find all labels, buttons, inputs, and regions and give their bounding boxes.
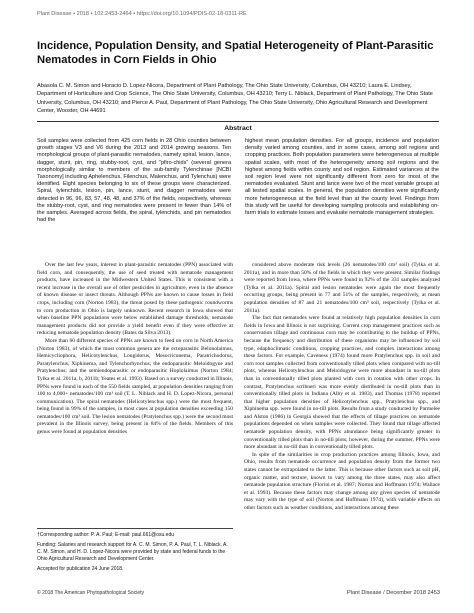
body-left-column — [37, 262, 233, 437]
funding-note: Funding: Salaries and research support for A. C. M. Simon, P. A. Paul, T. L. Niblack, A. C. M. Simon, and H. D. Lopez-Nicora were provided by state and federal funds to the Ohio Agricultural Research and Development Center. — [37, 542, 228, 562]
journal-header: Plant Disease • 2018 • 102:2453-2464 • https://doi.org/10.1094/PDIS-02-18-0311-RE — [37, 11, 247, 17]
abstract-right-column: highest mean population densities. For all groups, incidence and population density varied among counties, and in some cases, among soil regions and cropping practices. Both population parameters were heterogeneous at multiple spatial scales, with most of the heterogeneity among soil regions and the highest among fields within county and soil region. Estimated variances at the soil region level were not significantly different from zero for most of the nematodes evaluated. Stunt and lance were two of the most variable groups at all tested spatial scales. In general, the population densities were significantly more heterogeneous at the field level than at the county level. Findings from this study will be useful for developing sampling protocols and establishing on-farm trials to estimate losses and evaluate nematode management strategies. — [245, 138, 439, 217]
body-paragraph: In spite of the similarities in crop production practices among Illinois, Iowa, and Ohio, results from nematode occurrence and population density from the former two states cannot be extrapolated to the latter. This is because other factors such as soil pH, organic matter, and texture, known to vary among the three states, may also affect nematode population structure (Florini et al. 1987; Norton and Hoffmann 1974; Wallace et al. 1993). Because these factors may change among any given species of nematode may vary with the type of soil (Norton and Hoffmann 1974), with variable effects on other factors such as weather conditions, and interactions among these — [244, 451, 440, 511]
body-paragraph: considered above moderate risk levels (26 nematodes/100 cm³ soil) (Tylka et al. 2011a), and in more than 50% of the fields in which they were present. Similar findings were reported from Iowa, where PPNs were found in 92% of the 331 samples analyzed (Tylka et al. 2011a). Spiral and lesion nematodes were again the most frequently occurring groups, being present in 77 and 51% of the samples, respectively, at mean population densities of 87 and 21 nematodes/100 cm³ soil, respectively (Tylka et al. 2011a). — [244, 262, 440, 314]
abstract-section — [37, 121, 439, 256]
article-title: Incidence, Population Density, and Spatial Heterogeneity of Plant-Parasitic Nematodes in Corn Fields in Ohio — [37, 40, 434, 66]
body-paragraph: The fact that nematodes were found at relatively high population densities in corn fields in Iowa and Illinois is not surprising. Current crop management practices such as conservation tillage and continuous corn may be contributing to the buildup of PPNs, because the frequency and distribution of these organisms may be influenced by soil type, edaphoclimatic conditions, cropping practices, and complex interactions among these factors. For example, Caveness (1974) found more Pratylenchus spp. in soil and corn root samples collected from conventionally tilled plots when compared with no-till plots, whereas Helicotylenchus and Meloidogyne were more abundant in no-till plots than in conventionally tilled plots planted with corn in rotation with other crops. In contrast, Pratylenchus scribneri was more evenly distributed in no-till plots than in conventionally tilled plots in Indiana (Alby et al. 1983), and Thomas (1978) reported that higher population densities of Helicotylenchus spp., Pratylenchus spp., and Xiphinema spp. were found in no-till plots. Results from a study conducted by Parmelee and Alston (1986) in Georgia showed that the effects of tillage practices on nematode populations depended on when samples were collected. They found that tillage affected nematode population density, with PPNs abundance being significantly greater in conventionally tilled plots than in no-till plots; however, during the summer, PPNs were more abundant in no-till than in conventionally tilled plots. — [244, 315, 440, 451]
body-paragraph: More than 60 different species of PPNs are known to feed on corn in North America (Norton 1983), of which the most common genera are the ectoparasitic Belonolaimus, Hemicycliophora, Helicotylenchus, Longidorus, Mesocriconema, Paratrichodorus, Paratylenchus, Xiphinema, and Tylenchorhynchus; the endoparasitic Meloidogyne and Pratylenchus; and the semiendoparasitic or endoparasitic Hoplolaimus (Norton 1984; Tylka et al. 2011a, b, 2011b; Yeates et al. 1993). Based on a survey conducted in Illinois, PPNs were found in each of the 550 fields sampled, at population densities ranging from 100 to 4,000+ nematodes/100 cm³ soil (T. L. Niblack and H. D. Lopez-Nicora, personal communication). The spiral nematodes (Helicotylenchus spp.) were the most frequent, being found in 99% of the samples, in most cases at population densities exceeding 150 nematodes/100 cm³ soil. The lesion nematodes (Pratylenchus spp.) were the second most prevalent in the Illinois survey, being present in 84% of the fields. Members of this genus were found at population densities — [37, 337, 233, 436]
copyright: © 2018 The American Phytopathological Society — [37, 590, 144, 596]
accepted-note: Accepted for publication 24 June 2018. — [37, 566, 124, 572]
body-paragraph: Over the last few years, interest in plant-parasitic nematodes (PPN) associated with field corn, and consequently, the use of seed treated with nematode management products, have increased in the Midwestern United States. This is consistent with a recent increase in the overall use of other pesticides in agriculture, even in the absence of known disease or insect threats. Although PPNs are known to cause losses in field crops, including corn (Norton 1983), the threat posed by these pathogenic roundworms to corn production in Ohio is largely unknown. Recent research in Iowa showed that when baseline PPN populations were below established damage thresholds, nematode management products did not provide a yield benefit even if they were effective at reducing nematode population density (Bates da Silva 2013). — [37, 262, 233, 337]
footnotes — [37, 528, 233, 576]
abstract-left-column: Soil samples were collected from 425 corn fields in 28 Ohio counties between growth stages V3 and V6 during the 2013 and 2014 growing seasons. Ten morphological groups of plant-parasitic nematodes, namely spiral, lesion, lance, dagger, stunt, pin, ring, stubby-root, cyst, and "pfiro-chids" (several genera morphologically similar to members of the sub-family Tylenchinae [NCBI Taxonomy] including Aphelenchus, Filenchus, Malenchus, and Tylenchus) were identified. Eight species belonging to six of these groups were characterized. Spiral, tylenchids, lesion, pin, lance, stunt, and dagger nematodes were detected in 96, 96, 83, 57, 48, 48, and 37% of the fields, respectively, whereas the stubby-root, cyst, and ring nematodes were present in fewer than 14% of the samples. Averaged across fields, the spiral, tylenchids, and pin nematodes had the — [37, 138, 231, 224]
body-right-column — [244, 262, 440, 513]
corresponding-author-note: †Corresponding author: P. A. Paul; E-mail: paul.661@osu.edu — [37, 532, 175, 538]
abstract-heading: Abstract — [224, 125, 252, 132]
page-footer: Plant Disease / December 2018 2453 — [347, 590, 440, 596]
author-affiliations: Abasola C. M. Simon and Horacio D. Lopez-Nicora, Department of Plant Pathology, The Ohio State University, Columbus, OH 43210; Laura E. Lindsey, Department of Horticulture and Crop Science, The Ohio State University, Columbus, OH 43210; Terry L. Niblack, Department of Plant Pathology, The Ohio State University, Columbus, OH 43210; and Pierce A. Paul, Department of Plant Pathology, The Ohio State University, Ohio Agricultural Research and Development Center, Wooster, OH 44691 — [37, 83, 433, 115]
